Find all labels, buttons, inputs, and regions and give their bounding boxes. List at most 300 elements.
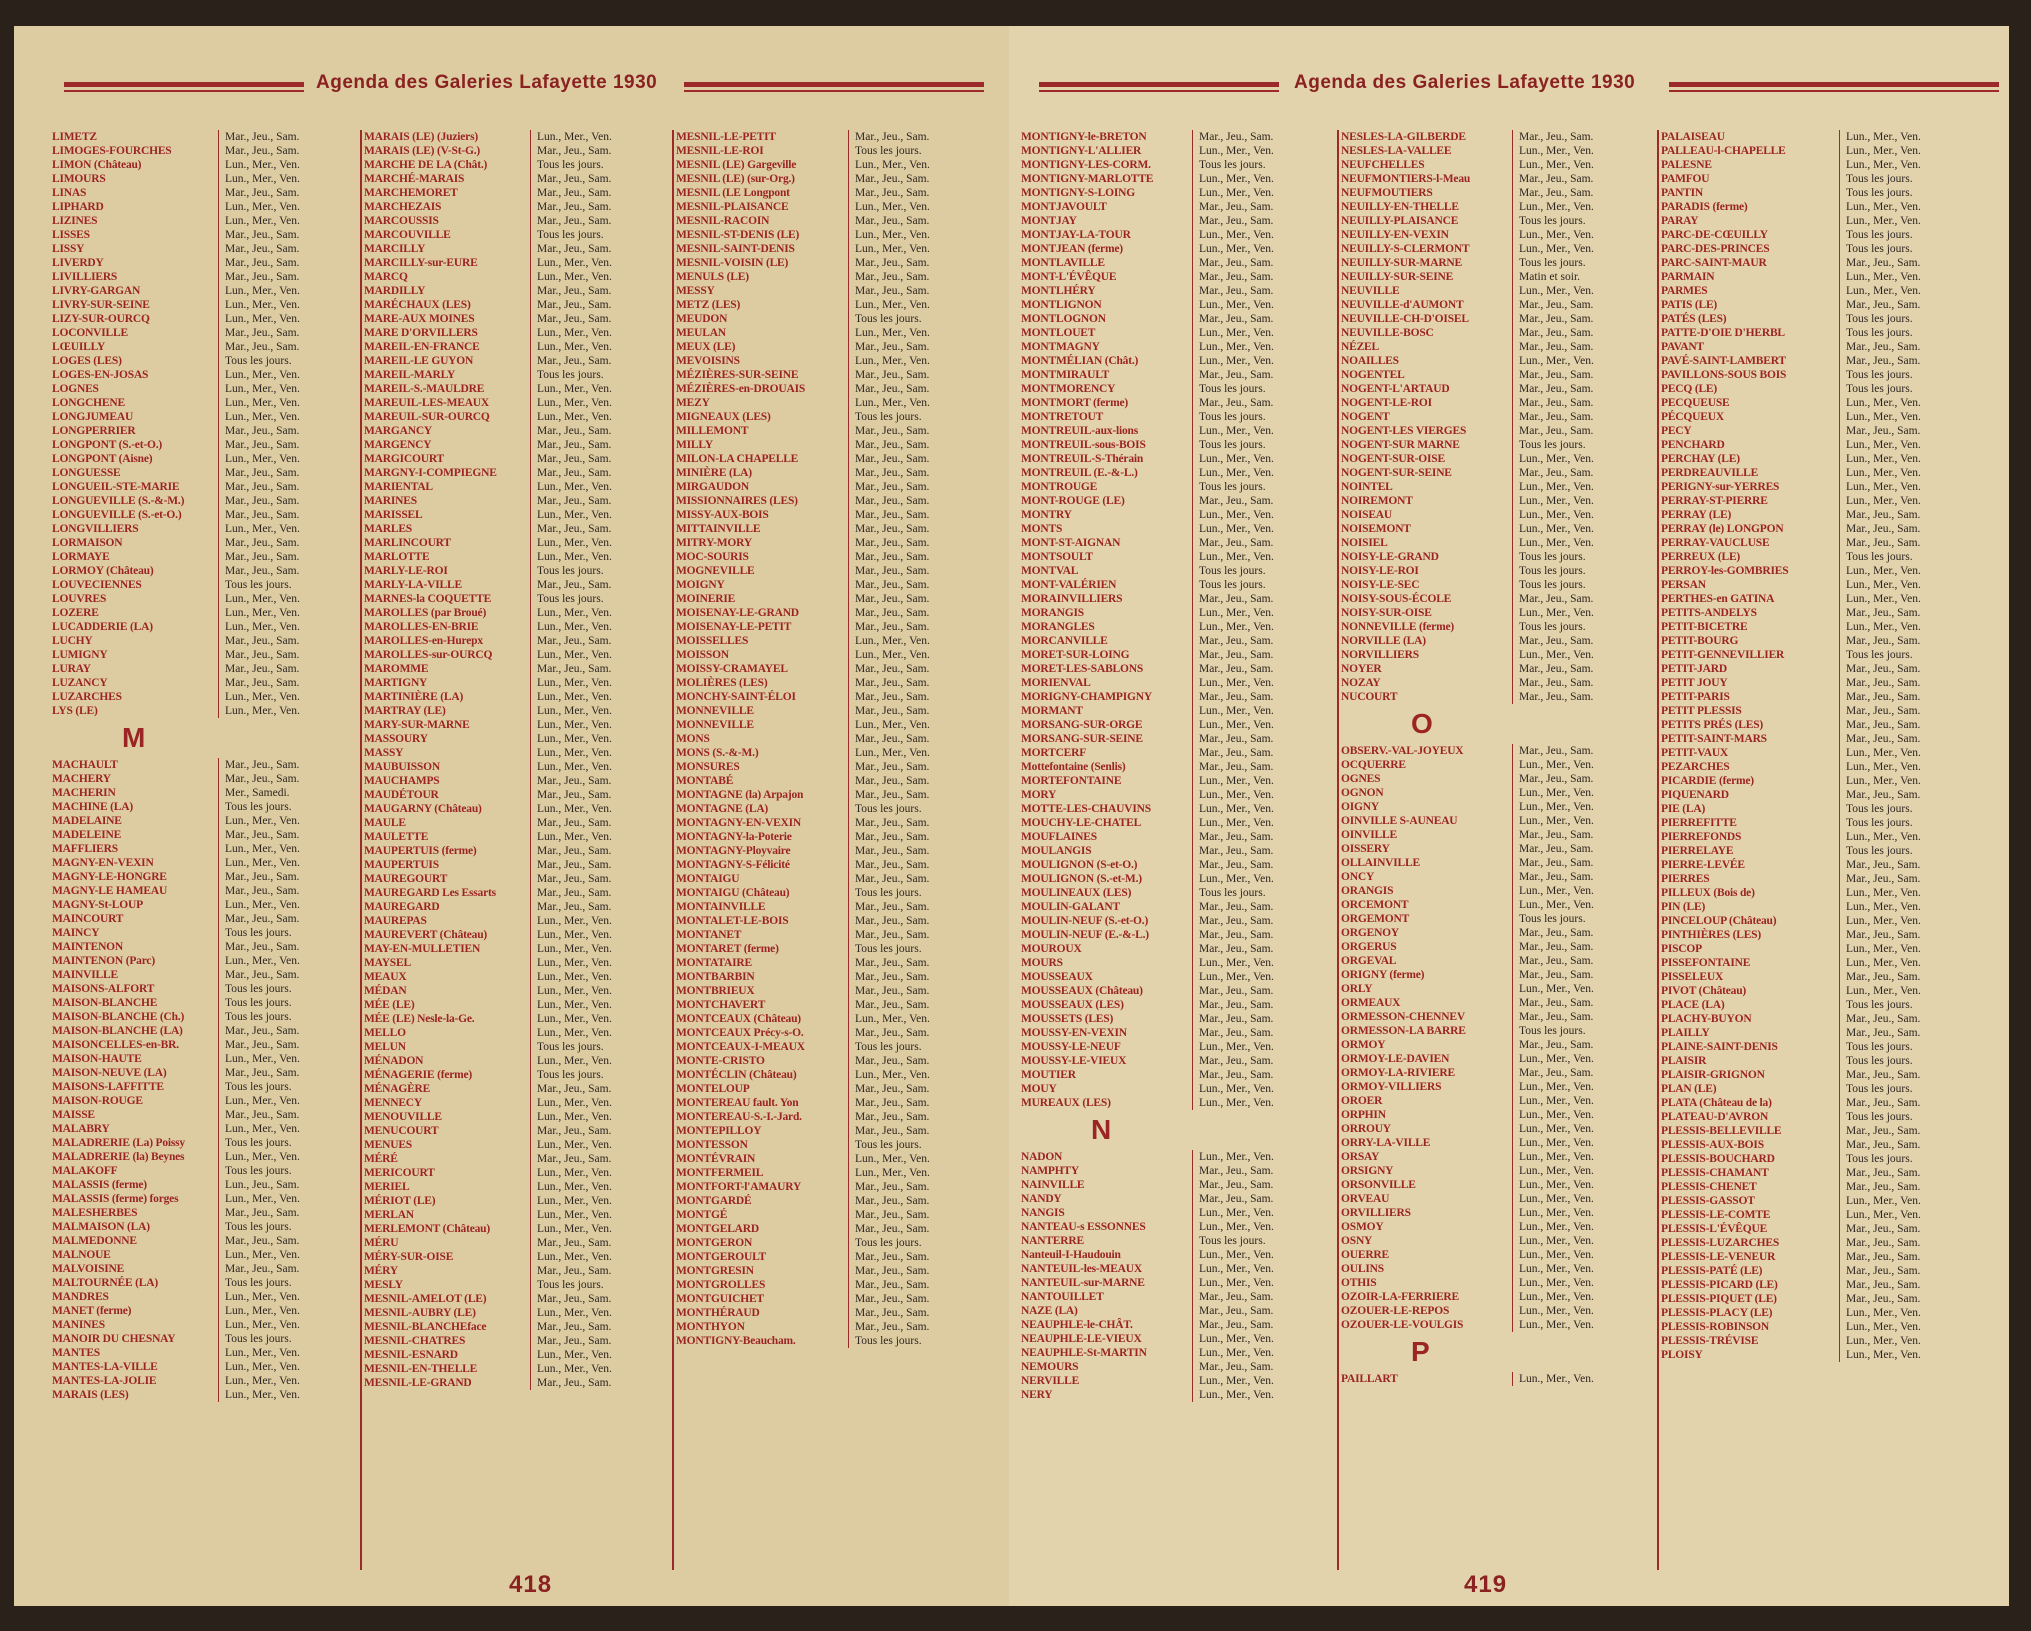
locality-name: ORIGNY (ferme) <box>1341 969 1425 981</box>
locality-name: MARY-SUR-MARNE <box>364 719 470 731</box>
locality-name: MAUREPAS <box>364 915 427 927</box>
list-item <box>364 228 672 242</box>
list-item <box>676 298 994 312</box>
locality-name: NEUVILLE <box>1341 285 1400 297</box>
delivery-days: Tous les jours. <box>1839 1054 1988 1068</box>
locality-name: MAISSE <box>52 1109 95 1121</box>
locality-name: PISSEFONTAINE <box>1661 957 1751 969</box>
delivery-days: Mar., Jeu., Sam. <box>848 928 991 942</box>
delivery-days: Tous les jours. <box>1512 1024 1654 1038</box>
list-item <box>1021 508 1337 522</box>
locality-name: MARAIS (LE) (V-St-G.) <box>364 145 481 157</box>
list-item <box>676 760 994 774</box>
list-item <box>1021 228 1337 242</box>
locality-name: MARLOTTE <box>364 551 430 563</box>
list-item <box>364 536 672 550</box>
list-item <box>52 1318 360 1332</box>
delivery-days: Lun., Mer., Ven. <box>1839 410 1988 424</box>
locality-name: PETIT-BICETRE <box>1661 621 1748 633</box>
delivery-days: Mar., Jeu., Sam. <box>1839 634 1988 648</box>
delivery-days: Mar., Jeu., Sam. <box>1192 634 1334 648</box>
locality-name: MANET (ferme) <box>52 1305 132 1317</box>
locality-name: MOIGNY <box>676 579 725 591</box>
list-item <box>1341 340 1657 354</box>
list-item <box>1341 814 1657 828</box>
delivery-days: Tous les jours. <box>1512 912 1654 926</box>
list-item <box>676 1082 994 1096</box>
locality-name: METZ (LES) <box>676 299 741 311</box>
list-item <box>364 732 672 746</box>
locality-name: PIERRELAYE <box>1661 845 1734 857</box>
list-item <box>364 648 672 662</box>
locality-name: LIPHARD <box>52 201 104 213</box>
delivery-days: Lun., Mer., Ven. <box>530 718 669 732</box>
delivery-days: Tous les jours. <box>1839 312 1988 326</box>
locality-name: MERIEL <box>364 1181 410 1193</box>
locality-name: LOGNES <box>52 383 99 395</box>
delivery-days: Lun., Mer., Ven. <box>530 606 669 620</box>
delivery-days: Tous les jours. <box>1839 816 1988 830</box>
locality-name: ORPHIN <box>1341 1109 1386 1121</box>
list-item <box>364 1096 672 1110</box>
list-item <box>1661 298 1991 312</box>
locality-name: MONTÉVRAIN <box>676 1153 756 1165</box>
locality-name: MÉNADON <box>364 1055 424 1067</box>
list-item <box>1021 144 1337 158</box>
delivery-days: Mar., Jeu., Sam. <box>218 828 357 842</box>
list-item <box>1661 592 1991 606</box>
list-item <box>676 340 994 354</box>
locality-name: LIVILLIERS <box>52 271 118 283</box>
delivery-days: Lun., Mer., Ven. <box>530 130 669 144</box>
list-item <box>364 1012 672 1026</box>
list-item <box>364 690 672 704</box>
delivery-days: Mar., Jeu., Sam. <box>218 648 357 662</box>
delivery-days: Mar., Jeu., Sam. <box>218 1108 357 1122</box>
locality-name: PERRAY (LE) <box>1661 509 1732 521</box>
locality-name: MONTROUGE <box>1021 481 1098 493</box>
delivery-days: Mar., Jeu., Sam. <box>530 1124 669 1138</box>
list-item <box>52 968 360 982</box>
delivery-days: Lun., Mer., Ven. <box>848 396 991 410</box>
list-item <box>52 410 360 424</box>
delivery-days: Mar., Jeu., Sam. <box>1839 1250 1988 1264</box>
list-item <box>52 424 360 438</box>
locality-name: PICARDIE (ferme) <box>1661 775 1754 787</box>
page-number-left: 418 <box>509 1571 553 1598</box>
locality-name: PILLEUX (Bois de) <box>1661 887 1755 899</box>
delivery-days: Mar., Jeu., Sam. <box>530 452 669 466</box>
delivery-days: Mar., Jeu., Sam. <box>848 1250 991 1264</box>
locality-name: MONTMORT (ferme) <box>1021 397 1128 409</box>
locality-name: MAUBUISSON <box>364 761 440 773</box>
list-item <box>1021 1026 1337 1040</box>
delivery-days: Lun., Mer., Ven. <box>848 326 991 340</box>
list-item <box>52 522 360 536</box>
delivery-days: Lun., Mer., Ven. <box>1192 956 1334 970</box>
delivery-days: Mar., Jeu., Sam. <box>218 912 357 926</box>
list-item <box>52 578 360 592</box>
list-item <box>1021 732 1337 746</box>
delivery-days: Mar., Jeu., Sam. <box>1192 1054 1334 1068</box>
locality-name: MARCHE DE LA (Chât.) <box>364 159 488 171</box>
locality-name: PARC-DE-CŒUILLY <box>1661 229 1768 241</box>
list-item <box>52 144 360 158</box>
delivery-days: Mar., Jeu., Sam. <box>848 788 991 802</box>
locality-name: PLAINE-SAINT-DENIS <box>1661 1041 1778 1053</box>
list-item <box>1661 550 1991 564</box>
list-item <box>364 900 672 914</box>
locality-name: MOUSSY-LE-VIEUX <box>1021 1055 1127 1067</box>
locality-name: MONTREUIL (E.-&-L.) <box>1021 467 1138 479</box>
locality-name: MAISON-BLANCHE (Ch.) <box>52 1011 185 1023</box>
locality-name: MAGNY-LE HAMEAU <box>52 885 168 897</box>
locality-name: NOISY-LE-SEC <box>1341 579 1420 591</box>
list-item <box>1341 690 1657 704</box>
delivery-days: Mar., Jeu., Sam. <box>1839 256 1988 270</box>
locality-name: MONTÉCLIN (Château) <box>676 1069 797 1081</box>
list-item <box>1341 550 1657 564</box>
delivery-days: Mar., Jeu., Sam. <box>1192 760 1334 774</box>
list-item <box>676 620 994 634</box>
list-item <box>364 746 672 760</box>
locality-name: MONTIGNY-le-BRETON <box>1021 131 1147 143</box>
locality-name: OLLAINVILLE <box>1341 857 1420 869</box>
delivery-days: Mar., Jeu., Sam. <box>848 270 991 284</box>
list-item <box>1021 676 1337 690</box>
locality-name: PIN (LE) <box>1661 901 1706 913</box>
locality-name: MAGNY-LE-HONGRE <box>52 871 167 883</box>
list-item <box>364 886 672 900</box>
locality-name: PLESSIS-PLACY (LE) <box>1661 1307 1773 1319</box>
list-item <box>676 326 994 340</box>
list-item <box>1661 284 1991 298</box>
delivery-days: Mar., Jeu., Sam. <box>1512 744 1654 758</box>
delivery-days: Tous les jours. <box>218 1080 357 1094</box>
locality-name: NANTEUIL-les-MEAUX <box>1021 1263 1142 1275</box>
locality-name: MARCOUVILLE <box>364 229 451 241</box>
list-item <box>676 508 994 522</box>
list-item <box>676 256 994 270</box>
list-item <box>52 800 360 814</box>
delivery-days: Lun., Mer., Ven. <box>1512 884 1654 898</box>
locality-name: NÉZEL <box>1341 341 1379 353</box>
delivery-days: Lun., Mer., Ven. <box>1192 774 1334 788</box>
locality-name: NOINTEL <box>1341 481 1393 493</box>
delivery-days: Mar., Jeu., Sam. <box>1192 312 1334 326</box>
delivery-days: Mar., Jeu., Sam. <box>218 1206 357 1220</box>
list-item <box>1021 354 1337 368</box>
delivery-days: Mar., Jeu., Sam. <box>218 968 357 982</box>
delivery-days: Lun., Mer., Ven. <box>218 1388 357 1402</box>
list-item <box>676 746 994 760</box>
list-item <box>1661 536 1991 550</box>
locality-name: MÉZIÈRES-en-DROUAIS <box>676 383 806 395</box>
delivery-days: Mar., Jeu., Sam. <box>218 1234 357 1248</box>
delivery-days: Tous les jours. <box>848 1334 991 1348</box>
locality-name: PLESSIS-PIQUET (LE) <box>1661 1293 1777 1305</box>
delivery-days: Lun., Mer., Ven. <box>848 1166 991 1180</box>
locality-name: NOAILLES <box>1341 355 1399 367</box>
list-item <box>1021 606 1337 620</box>
locality-name: MARLES <box>364 523 413 535</box>
list-item <box>52 158 360 172</box>
list-item <box>1661 662 1991 676</box>
delivery-days: Mar., Jeu., Sam. <box>1839 1068 1988 1082</box>
section-letter: M <box>122 722 146 753</box>
locality-name: ONCY <box>1341 871 1375 883</box>
list-item <box>364 144 672 158</box>
locality-name: MOULIGNON (S.-et-M.) <box>1021 873 1142 885</box>
list-item <box>676 1250 994 1264</box>
locality-name: ORMOY-LA-RIVIERE <box>1341 1067 1455 1079</box>
delivery-days: Lun., Mer., Ven. <box>530 1194 669 1208</box>
list-item <box>1341 1276 1657 1290</box>
delivery-days: Tous les jours. <box>530 368 669 382</box>
locality-name: ORMESSON-LA BARRE <box>1341 1025 1466 1037</box>
delivery-days: Mar., Jeu., Sam. <box>1512 856 1654 870</box>
locality-name: ORGEVAL <box>1341 955 1397 967</box>
delivery-days: Mar., Jeu., Sam. <box>218 326 357 340</box>
locality-name: LORMAYE <box>52 551 110 563</box>
locality-name: MEULAN <box>676 327 726 339</box>
list-item <box>1341 800 1657 814</box>
list-item <box>676 1222 994 1236</box>
delivery-days: Mar., Jeu., Sam. <box>1839 704 1988 718</box>
locality-name: NERVILLE <box>1021 1375 1080 1387</box>
delivery-days: Tous les jours. <box>1192 438 1334 452</box>
list-item <box>52 550 360 564</box>
list-item <box>676 956 994 970</box>
delivery-days: Lun., Mer., Ven. <box>1839 396 1988 410</box>
delivery-days: Mar., Jeu., Sam. <box>1512 130 1654 144</box>
locality-name: PEZARCHES <box>1661 761 1730 773</box>
list-item <box>1661 816 1991 830</box>
left-page <box>14 26 1009 1606</box>
list-item <box>676 1320 994 1334</box>
delivery-days: Mar., Jeu., Sam. <box>530 214 669 228</box>
delivery-days: Lun., Mer., Ven. <box>530 1166 669 1180</box>
list-item <box>1661 1152 1991 1166</box>
delivery-days: Mar., Jeu., Sam. <box>1512 382 1654 396</box>
list-item <box>1021 830 1337 844</box>
delivery-days: Lun., Mer., Ven. <box>1512 1234 1654 1248</box>
delivery-days: Mar., Jeu., Sam. <box>1839 1264 1988 1278</box>
list-item <box>676 844 994 858</box>
list-item <box>676 928 994 942</box>
delivery-days: Lun., Mer., Ven. <box>530 1054 669 1068</box>
locality-name: MINIÈRE (LA) <box>676 467 752 479</box>
delivery-days: Lun., Mer., Ven. <box>848 354 991 368</box>
list-item <box>676 1166 994 1180</box>
list-item <box>676 1264 994 1278</box>
list-item <box>1661 620 1991 634</box>
list-item <box>1661 928 1991 942</box>
delivery-days: Mar., Jeu., Sam. <box>848 970 991 984</box>
list-item <box>1661 606 1991 620</box>
list-item <box>676 158 994 172</box>
locality-name: MONTJEAN (ferme) <box>1021 243 1123 255</box>
delivery-days: Tous les jours. <box>218 1276 357 1290</box>
locality-name: LOZERE <box>52 607 99 619</box>
list-item <box>1021 648 1337 662</box>
delivery-days: Lun., Mer., Ven. <box>1192 1332 1334 1346</box>
locality-name: MONTE-CRISTO <box>676 1055 765 1067</box>
list-item <box>364 312 672 326</box>
list-item <box>1661 1110 1991 1124</box>
list-item <box>52 1332 360 1346</box>
delivery-days: Mar., Jeu., Sam. <box>848 690 991 704</box>
locality-name: MONTATAIRE <box>676 957 752 969</box>
list-item <box>1341 1192 1657 1206</box>
list-item <box>52 1206 360 1220</box>
delivery-days: Mar., Jeu., Sam. <box>530 172 669 186</box>
delivery-days: Mar., Jeu., Sam. <box>218 130 357 144</box>
delivery-days: Lun., Mer., Ven. <box>218 592 357 606</box>
list-item <box>52 382 360 396</box>
list-item <box>364 494 672 508</box>
list-item <box>1661 1138 1991 1152</box>
locality-name: MONTLIGNON <box>1021 299 1102 311</box>
locality-name: PINTHIÈRES (LES) <box>1661 929 1762 941</box>
list-item <box>1021 172 1337 186</box>
locality-name: MONTREUIL-aux-lions <box>1021 425 1138 437</box>
locality-name: LIVERDY <box>52 257 104 269</box>
delivery-days: Mar., Jeu., Sam. <box>218 870 357 884</box>
delivery-days: Mar., Jeu., Sam. <box>218 550 357 564</box>
list-item <box>364 130 672 144</box>
list-item <box>676 1054 994 1068</box>
locality-name: MARCOUSSIS <box>364 215 439 227</box>
locality-name: NEUILLY-SUR-MARNE <box>1341 257 1462 269</box>
list-item <box>1661 760 1991 774</box>
delivery-days: Mar., Jeu., Sam. <box>848 1082 991 1096</box>
locality-name: LINAS <box>52 187 87 199</box>
locality-name: MADELEINE <box>52 829 122 841</box>
delivery-days: Lun., Mer., Ven. <box>530 1222 669 1236</box>
delivery-days: Mar., Jeu., Sam. <box>530 578 669 592</box>
locality-name: ORANGIS <box>1341 885 1394 897</box>
page-header-right <box>1039 70 1999 110</box>
list-item <box>676 942 994 956</box>
delivery-days: Lun., Mer., Ven. <box>218 1150 357 1164</box>
list-item <box>364 1236 672 1250</box>
list-item <box>1341 1080 1657 1094</box>
locality-name: LIZINES <box>52 215 98 227</box>
delivery-days: Mar., Jeu., Sam. <box>1839 872 1988 886</box>
delivery-days: Mar., Jeu., Sam. <box>1512 940 1654 954</box>
locality-name: MONTLOGNON <box>1021 313 1106 325</box>
delivery-days: Mar., Jeu., Sam. <box>530 284 669 298</box>
list-item <box>676 228 994 242</box>
delivery-days: Lun., Mer., Ven. <box>1512 1136 1654 1150</box>
locality-name: LYS (LE) <box>52 705 98 717</box>
delivery-days: Mar., Jeu., Sam. <box>1512 424 1654 438</box>
locality-name: MAROLLES-EN-BRIE <box>364 621 479 633</box>
locality-name: NOGENTEL <box>1341 369 1405 381</box>
delivery-days: Mar., Jeu., Sam. <box>218 1024 357 1038</box>
delivery-days: Mar., Jeu., Sam. <box>1192 1318 1334 1332</box>
locality-name: MARNES-la COQUETTE <box>364 593 492 605</box>
locality-name: MAUREVERT (Château) <box>364 929 488 941</box>
delivery-days: Lun., Mer., Ven. <box>1192 1082 1334 1096</box>
list-item <box>52 368 360 382</box>
list-item <box>1341 954 1657 968</box>
locality-name: MUREAUX (LES) <box>1021 1097 1111 1109</box>
delivery-days: Mar., Jeu., Sam. <box>530 242 669 256</box>
list-item <box>676 578 994 592</box>
locality-name: PLOISY <box>1661 1349 1703 1361</box>
list-item <box>1341 1178 1657 1192</box>
list-item <box>1661 1166 1991 1180</box>
locality-name: MAISONCELLES-en-BR. <box>52 1039 179 1051</box>
delivery-days: Lun., Mer., Ven. <box>1192 228 1334 242</box>
delivery-days: Tous les jours. <box>1839 550 1988 564</box>
delivery-days: Mar., Jeu., Sam. <box>848 606 991 620</box>
list-item <box>364 676 672 690</box>
list-item <box>1341 1304 1657 1318</box>
list-item <box>1341 1052 1657 1066</box>
locality-name: MILLEMONT <box>676 425 749 437</box>
delivery-days: Lun., Mer., Ven. <box>530 1110 669 1124</box>
locality-name: LONGUEVILLE (S.-&-M.) <box>52 495 185 507</box>
locality-name: MOULIN-NEUF (S.-et-O.) <box>1021 915 1149 927</box>
list-item <box>1341 312 1657 326</box>
list-item <box>52 396 360 410</box>
delivery-days: Mar., Jeu., Sam. <box>530 200 669 214</box>
list-item <box>52 354 360 368</box>
list-item <box>364 466 672 480</box>
delivery-days: Mar., Jeu., Sam. <box>530 438 669 452</box>
locality-name: MONTGARDÉ <box>676 1195 752 1207</box>
locality-name: LURAY <box>52 663 91 675</box>
delivery-days: Tous les jours. <box>530 1278 669 1292</box>
locality-name: MAROLLES-sur-OURCQ <box>364 649 493 661</box>
delivery-days: Tous les jours. <box>1512 564 1654 578</box>
list-item <box>1021 998 1337 1012</box>
list-item <box>364 1320 672 1334</box>
list-item <box>1661 256 1991 270</box>
locality-name: ORLY <box>1341 983 1373 995</box>
delivery-days: Mar., Jeu., Sam. <box>848 550 991 564</box>
delivery-days: Mar., Jeu., Sam. <box>848 1096 991 1110</box>
locality-name: NEUILLY-EN-VEXIN <box>1341 229 1449 241</box>
delivery-days: Mar., Jeu., Sam. <box>1192 200 1334 214</box>
list-item <box>1661 1096 1991 1110</box>
list-item <box>1661 1194 1991 1208</box>
locality-name: PENCHARD <box>1661 439 1725 451</box>
locality-name: PLESSIS-CHENET <box>1661 1181 1757 1193</box>
list-item <box>1021 718 1337 732</box>
locality-name: NEUFCHELLES <box>1341 159 1425 171</box>
list-item <box>1661 214 1991 228</box>
delivery-days: Mer., Samedi. <box>218 786 357 800</box>
locality-name: MASSY <box>364 747 404 759</box>
list-item <box>52 828 360 842</box>
delivery-days: Lun., Mer., Ven. <box>1192 816 1334 830</box>
list-item <box>1021 1346 1337 1360</box>
locality-name: OSNY <box>1341 1235 1373 1247</box>
list-item <box>1661 704 1991 718</box>
locality-name: MARISSEL <box>364 509 423 521</box>
delivery-days: Mar., Jeu., Sam. <box>530 494 669 508</box>
delivery-days: Mar., Jeu., Sam. <box>530 774 669 788</box>
locality-name: MOINERIE <box>676 593 736 605</box>
locality-name: MOISSON <box>676 649 729 661</box>
locality-name: NAZE (LA) <box>1021 1305 1078 1317</box>
list-item <box>1021 382 1337 396</box>
delivery-days: Lun., Mer., Ven. <box>530 998 669 1012</box>
